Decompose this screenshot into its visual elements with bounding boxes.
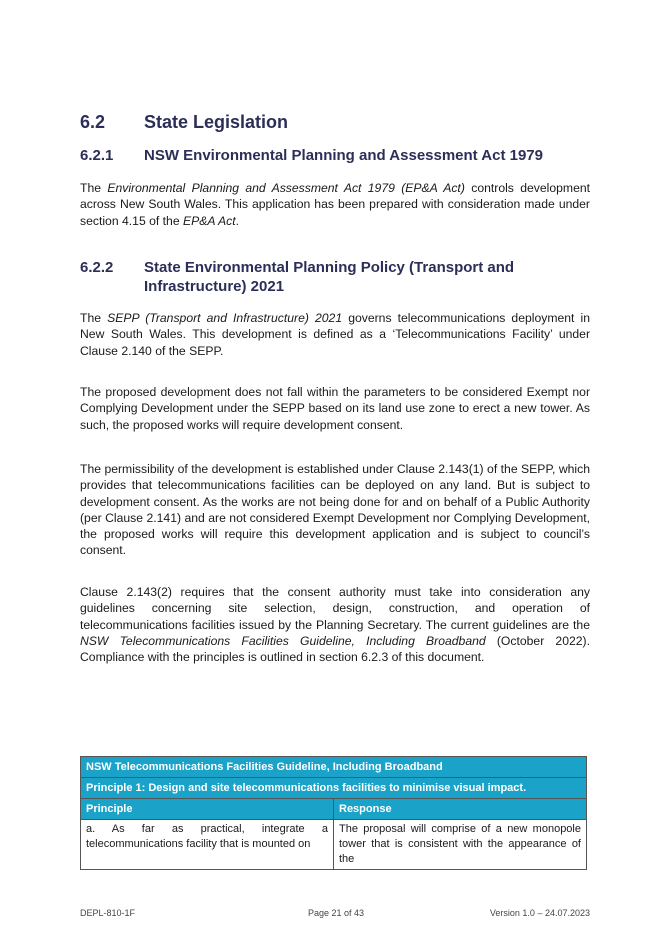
subsection-number: 6.2.1 xyxy=(80,147,114,164)
section-number: 6.2 xyxy=(80,112,106,132)
table-row xyxy=(81,820,587,870)
table-cell-principle: a. As far as practical, integrate a telecommunications facility that is mounted on xyxy=(81,820,334,870)
section-title: State Legislation xyxy=(144,112,289,132)
paragraph-ep-a-act: The Environmental Planning and Assessment Act 1979 (EP&A Act) controls development across New South Wales. This application has been prepared with consideration made under section 4.15 of the EP&A Act. xyxy=(80,181,591,228)
guideline-table xyxy=(80,756,587,870)
subsection-heading-6-2-2 xyxy=(80,258,590,296)
column-header-principle: Principle xyxy=(81,799,334,820)
subsection-number: 6.2.2 xyxy=(80,259,114,276)
subsection-title: State Environmental Planning Policy (Transport and Infrastructure) 2021 xyxy=(144,259,515,295)
column-header-response: Response xyxy=(334,799,587,820)
footer-document-id: DEPL-810-1F xyxy=(80,908,136,918)
paragraph-sepp: The SEPP (Transport and Infrastructure) 2021 governs telecommunications deployment in New South Wales. This development is defined as a ‘Telecommunications Facility’ under Clause 2.140 of the SEPP. xyxy=(80,311,591,358)
paragraph-permissibility: The permissibility of the development is established under Clause 2.143(1) of the SEPP, which provides that telecommunications facilities can be deployed on any land. But is subject to development consent. As the works are not being done for and on behalf of a Public Authority (per Clause 2.141) and are not considered Exempt Development nor Complying Development, the proposed works will require this development application and is subject to council’s consent. xyxy=(80,462,590,558)
table-principle-heading: Principle 1: Design and site telecommunications facilities to minimise visual impact. xyxy=(81,778,587,799)
paragraph-guidelines: Clause 2.143(2) requires that the consent authority must take into consideration any guidelines concerning site selection, design, construction, and operation of telecommunications facilities issued by the Planning Secretary. The current guidelines are the NSW Telecommunications Facilities Guideline, Including Broadband (October 2022). Compliance with the principles is outlined in section 6.2.3 of this document. xyxy=(80,585,590,665)
table-title: NSW Telecommunications Facilities Guideline, Including Broadband xyxy=(81,757,587,778)
paragraph-exempt: The proposed development does not fall within the parameters to be considered Exempt nor Complying Development under the SEPP based on its land use zone to erect a new tower. As such, the proposed works will require development consent. xyxy=(80,385,590,432)
footer-page-number: Page 21 of 43 xyxy=(308,908,365,918)
footer-version: Version 1.0 – 24.07.2023 xyxy=(489,908,590,918)
subsection-heading-6-2-1 xyxy=(80,146,590,165)
table-cell-response: The proposal will comprise of a new monopole tower that is consistent with the appearance of the xyxy=(334,820,587,870)
subsection-title: NSW Environmental Planning and Assessment Act 1979 xyxy=(144,147,543,164)
section-heading xyxy=(80,112,590,133)
